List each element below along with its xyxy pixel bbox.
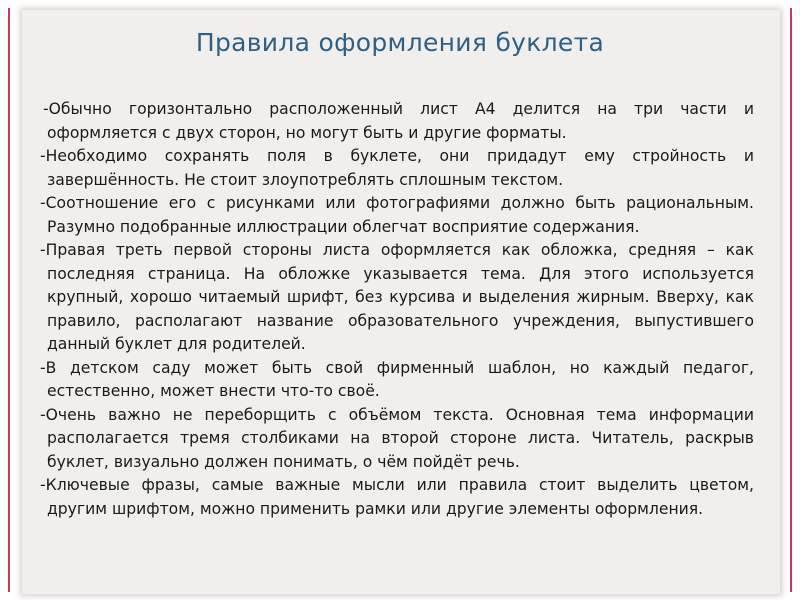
list-item-text: Необходимо сохранять поля в буклете, они придадут ему стройность и завершённость. Не стоит злоупотреблять сплошным текстом. xyxy=(45,147,754,189)
list-item-text: В детском саду может быть свой фирменный шаблон, но каждый педагог, естественно, может внести что-то своё. xyxy=(45,358,754,400)
bullet-marker: - xyxy=(40,194,46,212)
bullet-marker: - xyxy=(40,241,46,259)
list-item xyxy=(40,145,754,192)
bullet-marker: - xyxy=(40,358,46,377)
rules-list xyxy=(40,98,754,521)
bullet-marker: - xyxy=(40,147,46,165)
list-item-text: Очень важно не переборщить с объёмом текста. Основная тема информации располагается тремя столбиками на второй стороне листа. Читатель, раскрыв буклет, визуально должен понимать, о чём пойдёт речь. xyxy=(45,405,754,471)
list-item xyxy=(40,239,754,357)
list-item xyxy=(40,474,754,521)
bullet-marker: - xyxy=(40,405,46,424)
bullet-marker: - xyxy=(40,476,46,494)
list-item-text: Обычно горизонтально расположенный лист А4 делится на три части и оформляется с двух сторон, но могут быть и другие форматы. xyxy=(47,100,754,142)
list-item xyxy=(40,357,754,404)
list-item xyxy=(40,98,754,145)
list-item-text: Правая треть первой стороны листа оформляется как обложка, средняя – как последняя страница. На обложке указывается тема. Для этого используется крупный, хорошо читаемый шрифт, без курсива и выделения жирным. Вверху, как правило, располагают название образовательного учреждения, выпустившего данный буклет для родителей. xyxy=(45,241,754,353)
list-item xyxy=(40,404,754,475)
list-item xyxy=(40,192,754,239)
bullet-marker: - xyxy=(43,100,49,118)
list-item-text: Ключевые фразы, самые важные мысли или правила стоит выделить цветом, другим шрифтом, можно применить рамки или другие элементы оформления. xyxy=(45,476,754,518)
slide-title: Правила оформления буклета xyxy=(195,28,605,57)
list-item-text: Соотношение его с рисунками или фотографиями должно быть рациональным. Разумно подобранные иллюстрации облегчат восприятие содержания. xyxy=(45,194,754,236)
